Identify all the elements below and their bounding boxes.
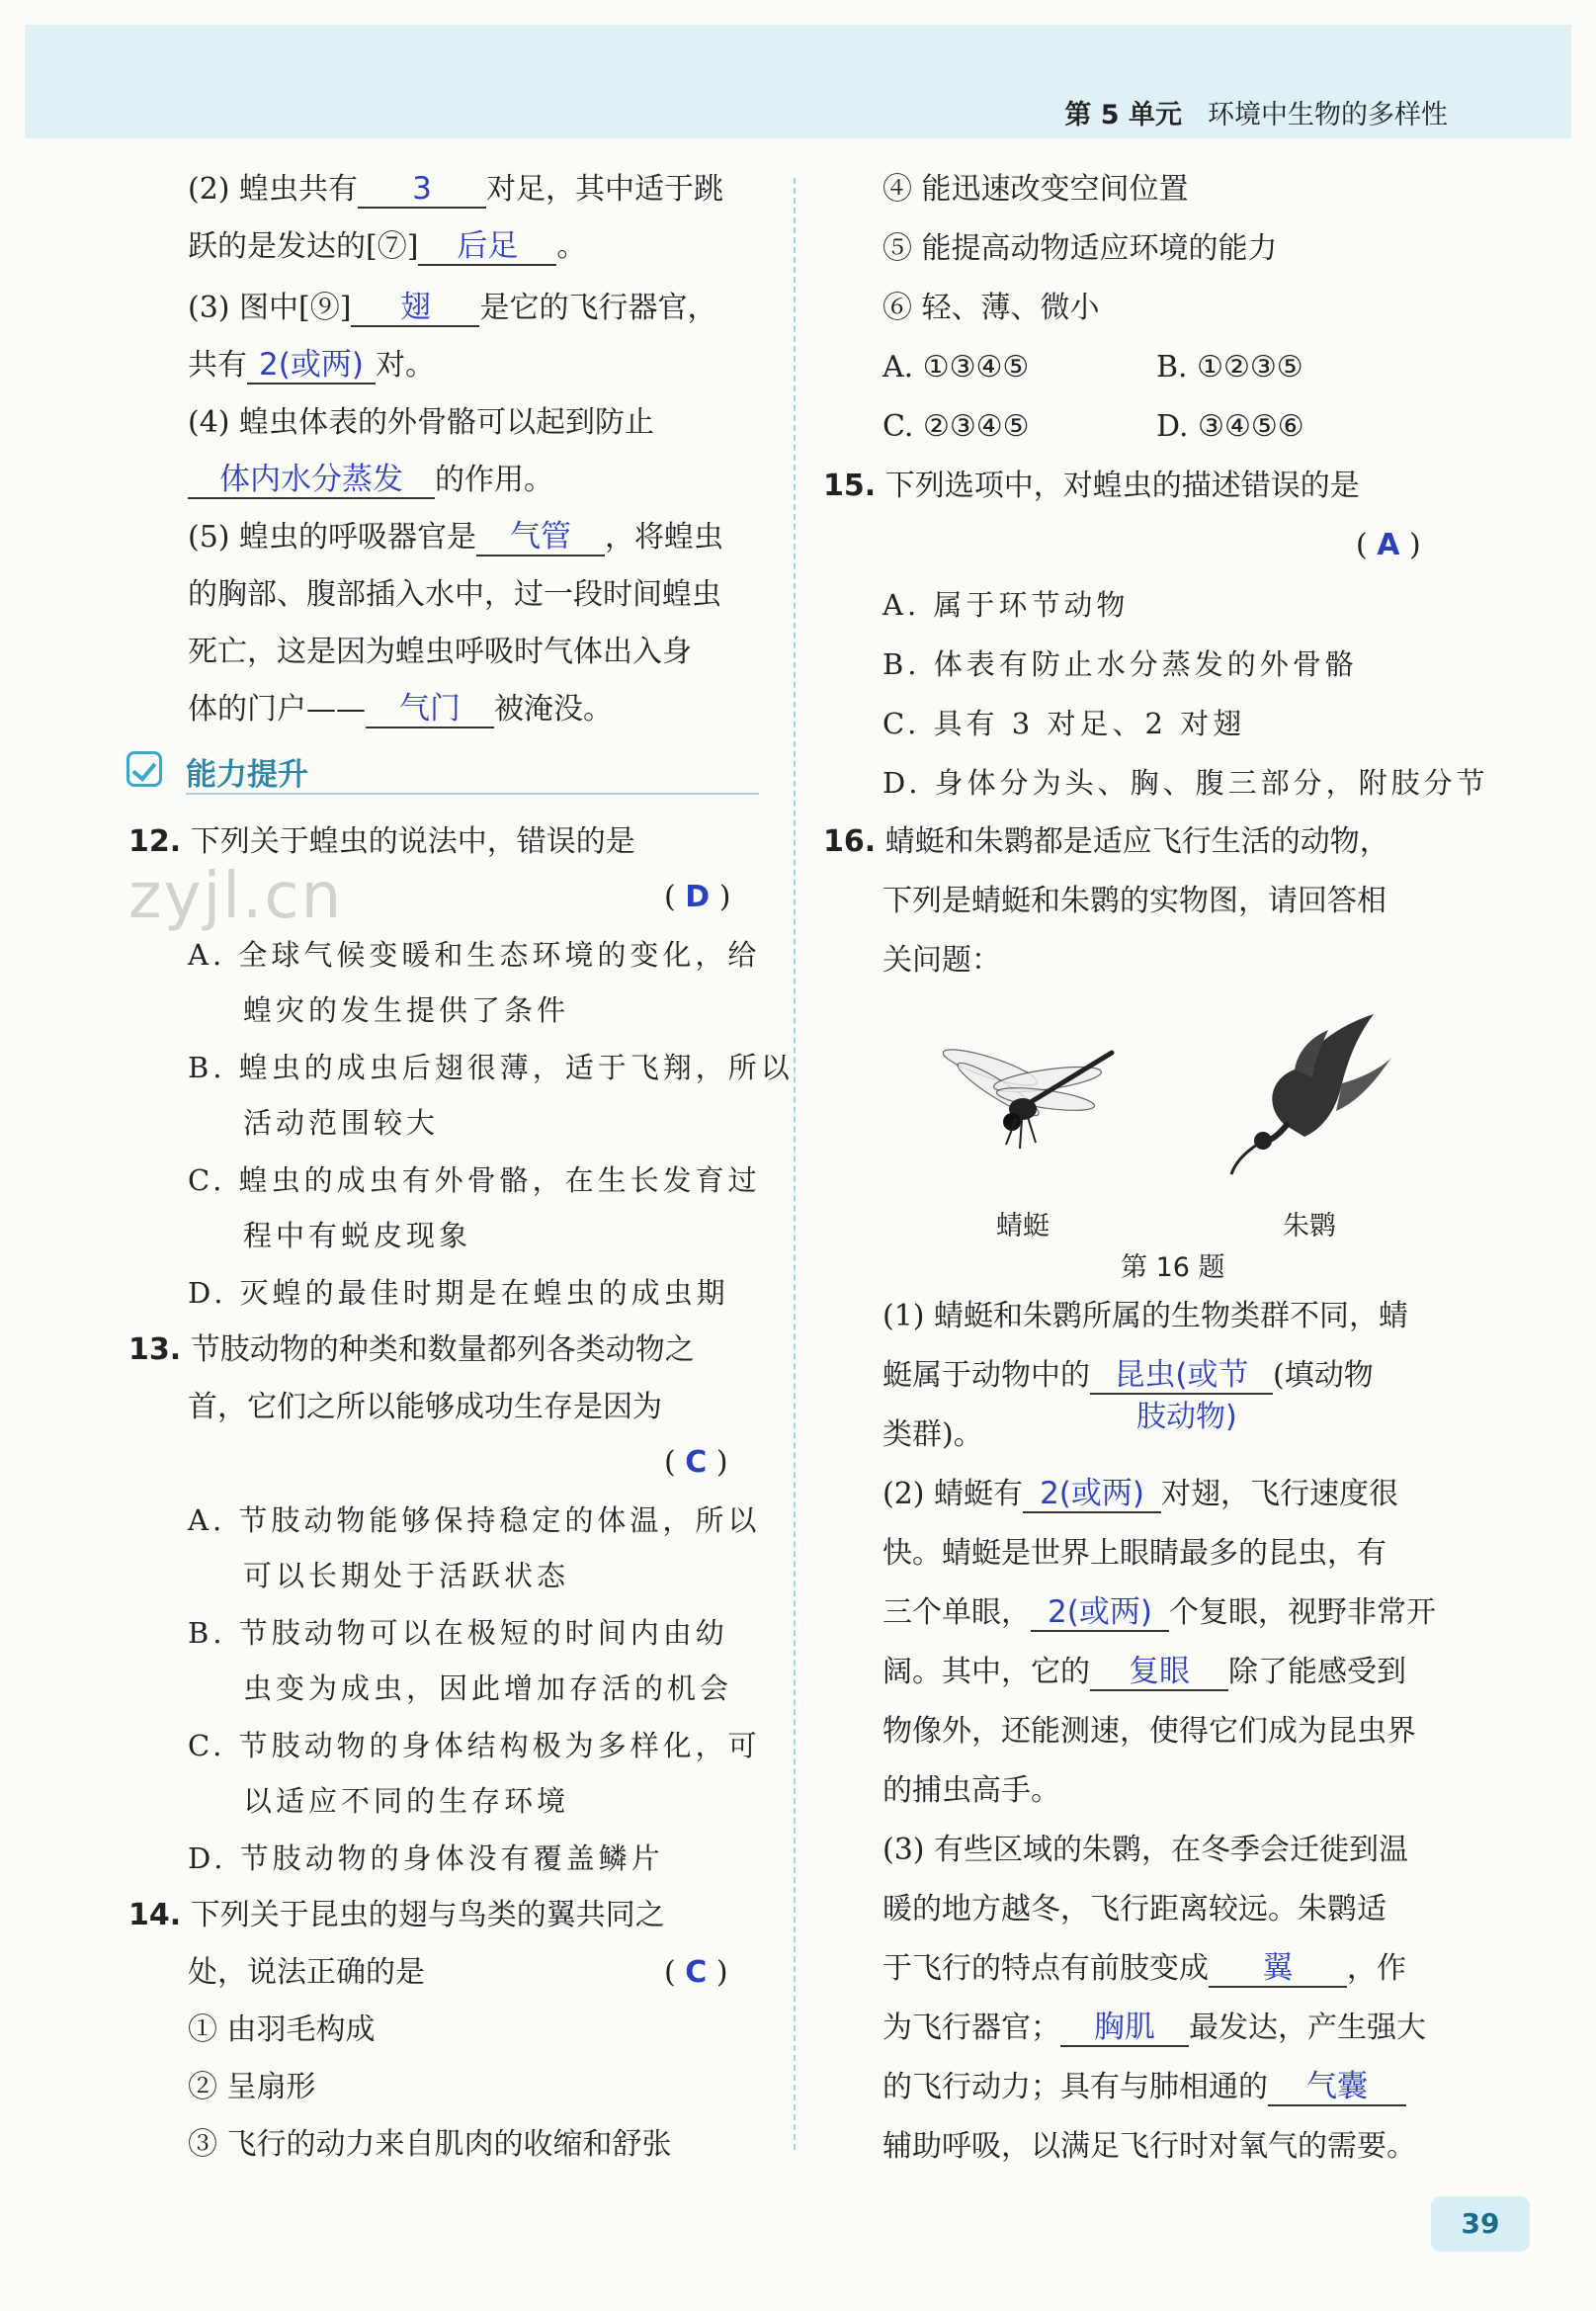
q16-stem-line3: 关问题： — [882, 943, 1001, 978]
q13-option-c: C. 节肢动物的身体结构极为多样化，可 — [188, 1729, 761, 1762]
q14-item-3: ③ 飞行的动力来自肌肉的收缩和舒张 — [188, 2127, 672, 2162]
q14-stem-line2: 处，说法正确的是 — [188, 1955, 425, 1990]
page-number: 39 — [1431, 2196, 1530, 2252]
q14-item-6: ⑥ 轻、薄、微小 — [882, 291, 1100, 325]
q15-option-a: A. 属于环节动物 — [882, 588, 1130, 622]
q11-p4-line2: 体内水分蒸发 的作用。 — [188, 461, 553, 500]
q14-item-2: ② 呈扇形 — [188, 2070, 316, 2104]
answer-blank: 2(或两) — [1023, 1476, 1161, 1513]
dragonfly-caption: 蜻蜓 — [996, 1211, 1050, 1241]
answer-letter: A — [1377, 528, 1400, 562]
answer-blank: 翼 — [1209, 1950, 1347, 1988]
q14-option-d: D. ③④⑤⑥ — [1156, 409, 1304, 444]
q11-p5-line1: (5) 蝗虫的呼吸器官是 气管 ，将蝗虫 — [188, 519, 724, 555]
q11-p3-line2: 共有 2(或两) 对。 — [188, 347, 435, 383]
q14-option-b: B. ①②③⑤ — [1156, 350, 1303, 385]
q14-stem-line1: 14. 下列关于昆虫的翅与鸟类的翼共同之 — [128, 1898, 665, 1932]
crested-ibis-photo — [1225, 1008, 1393, 1186]
q16-p3-line2: 暖的地方越冬，飞行距离较远。朱鹮适 — [882, 1892, 1386, 1926]
answer-blank: 2(或两) — [1031, 1594, 1169, 1632]
q11-p5-line4: 体的门户—— 气门 被淹没。 — [188, 691, 613, 727]
q16-p2-line4: 阔。其中，它的 复眼 除了能感受到 — [882, 1654, 1406, 1689]
q12-option-b: B. 蝗虫的成虫后翅很薄，适于飞翔，所以 — [188, 1051, 794, 1084]
q15-answer: ( A ) — [1356, 528, 1421, 562]
q13-stem-line2: 首，它们之所以能够成功生存是因为 — [188, 1390, 662, 1424]
q11-p2-line1: (2) 蝗虫共有 3 对足，其中适于跳 — [188, 171, 724, 207]
q16-p2-line3: 三个单眼， 2(或两) 个复眼，视野非常开 — [882, 1594, 1436, 1630]
q13-stem-line1: 13. 节肢动物的种类和数量都列各类动物之 — [128, 1332, 695, 1367]
q12-option-c-cont: 程中有蜕皮现象 — [243, 1219, 472, 1252]
q11-p3-line1: (3) 图中[⑨] 翅 是它的飞行器官， — [188, 290, 717, 325]
q14-answer: ( C ) — [664, 1955, 728, 1990]
watermark: zyjl.cn — [128, 860, 344, 933]
q13-option-c-cont: 以适应不同的生存环境 — [243, 1784, 570, 1818]
ibis-caption: 朱鹮 — [1283, 1211, 1336, 1241]
q12-option-b-cont: 活动范围较大 — [243, 1106, 440, 1140]
q14-item-5: ⑤ 能提高动物适应环境的能力 — [882, 231, 1278, 266]
q16-p2-line5: 物像外，还能测速，使得它们成为昆虫界 — [882, 1714, 1416, 1749]
q12-stem: 12. 下列关于蝗虫的说法中，错误的是 — [128, 824, 635, 859]
page-header — [1064, 93, 1448, 131]
q13-answer: ( C ) — [664, 1445, 728, 1480]
q12-option-a: A. 全球气候变暖和生态环境的变化，给 — [188, 938, 761, 972]
q13-option-b: B. 节肢动物可以在极短的时间内由幼 — [188, 1616, 728, 1650]
q15-option-b: B. 体表有防止水分蒸发的外骨骼 — [882, 647, 1358, 681]
checkmark-icon — [126, 751, 162, 787]
answer-blank: 昆虫(或节 — [1090, 1357, 1273, 1395]
q14-item-1: ① 由羽毛构成 — [188, 2012, 376, 2047]
q13-option-a: A. 节肢动物能够保持稳定的体温，所以 — [188, 1503, 761, 1537]
unit-label: 第 5 单元 — [1064, 100, 1182, 130]
q13-option-d: D. 节肢动物的身体没有覆盖鳞片 — [188, 1841, 664, 1875]
q13-option-b-cont: 虫变为成虫，因此增加存活的机会 — [243, 1671, 733, 1705]
section-title: 能力提升 — [186, 757, 308, 793]
q14-option-c: C. ②③④⑤ — [882, 409, 1030, 444]
answer-blank: 气门 — [366, 691, 494, 728]
q14-option-a: A. ①③④⑤ — [882, 350, 1030, 385]
section-rule — [186, 793, 759, 795]
q12-answer: ( D ) — [664, 880, 731, 914]
q16-p3-line4: 为飞行器官； 胸肌 最发达，产生强大 — [882, 2010, 1426, 2045]
q16-p1-line1: (1) 蜻蜓和朱鹮所属的生物类群不同，蜻 — [882, 1299, 1409, 1333]
answer-letter: C — [685, 1955, 708, 1990]
q11-p4-line1: (4) 蝗虫体表的外骨骼可以起到防止 — [188, 405, 655, 440]
q11-p5-line2: 的胸部、腹部插入水中，过一段时间蝗虫 — [188, 577, 721, 612]
answer-letter: D — [685, 880, 711, 914]
q15-option-c: C. 具有 3 对足、2 对翅 — [882, 707, 1246, 740]
q11-p5-line3: 死亡，这是因为蝗虫呼吸时气体出入身 — [188, 635, 692, 669]
q16-p2-line2: 快。蜻蜓是世界上眼睛最多的昆虫，有 — [882, 1536, 1386, 1571]
unit-title: 环境中生物的多样性 — [1208, 100, 1448, 130]
section-heading — [126, 749, 759, 795]
q16-p3-line1: (3) 有些区域的朱鹮，在冬季会迁徙到温 — [882, 1833, 1409, 1867]
answer-blank: 气管 — [476, 519, 605, 556]
answer-blank: 2(或两) — [247, 347, 376, 385]
q16-p2-line1: (2) 蜻蜓有 2(或两) 对翅，飞行速度很 — [882, 1476, 1399, 1511]
q15-option-d: D. 身体分为头、胸、腹三部分，附肢分节 — [882, 766, 1489, 800]
q16-stem-line1: 16. 蜻蜓和朱鹮都是适应飞行生活的动物， — [823, 824, 1389, 859]
answer-letter: C — [685, 1445, 708, 1480]
q14-item-4: ④ 能迅速改变空间位置 — [882, 172, 1189, 207]
answer-blank: 气囊 — [1268, 2069, 1406, 2106]
q16-p3-line5: 的飞行动力；具有与肺相通的 气囊 — [882, 2068, 1406, 2107]
answer-blank: 后足 — [418, 228, 556, 266]
q16-p2-line6: 的捕虫高手。 — [882, 1773, 1060, 1808]
answer-blank: 体内水分蒸发 — [188, 462, 435, 499]
q13-option-a-cont: 可以长期处于活跃状态 — [243, 1559, 570, 1592]
q16-p1-line2: 蜓属于动物中的 昆虫(或节 (填动物 — [882, 1357, 1374, 1393]
q12-option-a-cont: 蝗灾的发生提供了条件 — [243, 993, 570, 1027]
q16-stem-line2: 下列是蜻蜓和朱鹮的实物图，请回答相 — [882, 884, 1386, 918]
q12-option-d: D. 灭蝗的最佳时期是在蝗虫的成虫期 — [188, 1276, 729, 1310]
q16-p3-line6: 辅助呼吸，以满足飞行时对氧气的需要。 — [882, 2129, 1416, 2164]
answer-blank: 翅 — [351, 290, 479, 327]
q16-p3-line3: 于飞行的特点有前肢变成 翼 ，作 — [882, 1950, 1406, 1986]
answer-blank: 胸肌 — [1060, 2010, 1189, 2047]
answer-blank: 3 — [358, 171, 486, 209]
q11-p2-line2: 跃的是发达的[⑦] 后足 。 — [188, 228, 587, 264]
answer-continuation: 肢动物) — [1136, 1400, 1237, 1434]
figure-caption: 第 16 题 — [1121, 1252, 1225, 1283]
column-divider — [794, 178, 796, 2150]
q12-option-c: C. 蝗虫的成虫有外骨骼，在生长发育过 — [188, 1163, 761, 1197]
q16-p1-line3: 类群)。 — [882, 1417, 983, 1452]
q15-stem: 15. 下列选项中，对蝗虫的描述错误的是 — [823, 469, 1360, 503]
answer-blank: 复眼 — [1090, 1654, 1228, 1691]
dragonfly-photo — [929, 1028, 1127, 1166]
